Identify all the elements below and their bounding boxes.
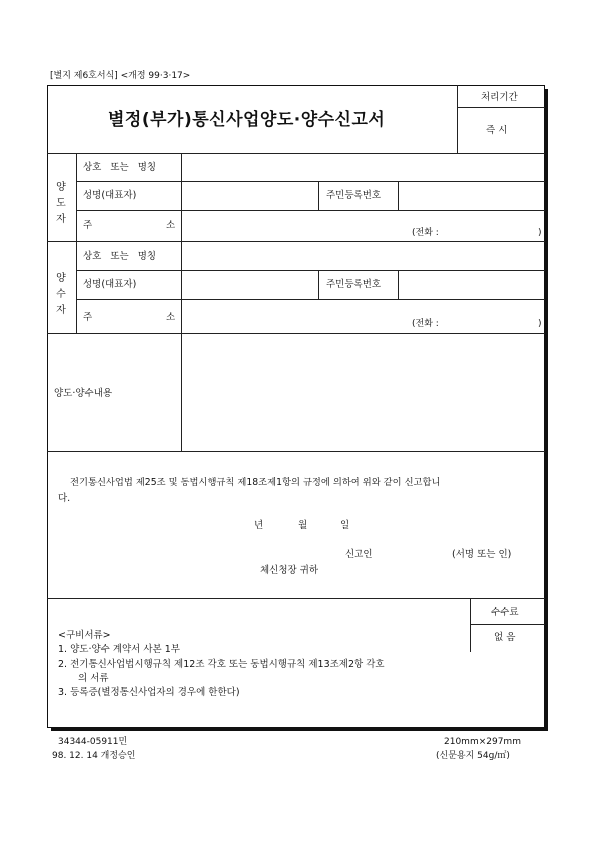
transferee-addr-label-1: 주 xyxy=(83,312,93,323)
id-divider xyxy=(398,181,399,210)
transferor-id-label: 주민등록번호 xyxy=(326,190,382,201)
transferee-addr-label-2: 소 xyxy=(166,312,176,323)
content-label: 양도·양수내용 xyxy=(54,388,113,399)
document-item: 1. 양도·양수 계약서 사본 1부 xyxy=(58,644,180,655)
document-item: 2. 전기통신사업법시행규칙 제12조 각호 또는 동법시행규칙 제13조제2항 각호 xyxy=(58,659,385,670)
transferor-addr-label-2: 소 xyxy=(166,220,176,231)
paper-size: 210mm×297mm xyxy=(444,737,521,747)
fee-divider xyxy=(470,624,545,625)
form-header: [별지 제6호서식] <개정 99·3·17> xyxy=(50,71,191,81)
frame-shadow-right xyxy=(545,89,548,731)
document-item: 의 서류 xyxy=(78,673,109,684)
transferee-phone-open: (전화 : xyxy=(412,319,439,329)
row-line xyxy=(76,299,545,300)
declaration-month: 월 xyxy=(298,520,308,531)
transferor-phone-close: ) xyxy=(538,228,542,238)
frame-shadow-bottom xyxy=(51,728,548,731)
declaration-line2: 다. xyxy=(58,493,71,504)
fee-value: 없 음 xyxy=(494,632,516,643)
document-item: 3. 등록증(별정통신사업자의 경우에 한한다) xyxy=(58,687,240,698)
id-divider xyxy=(398,270,399,299)
fee-box-divider xyxy=(470,598,471,652)
declaration-year: 년 xyxy=(254,520,264,531)
addressee: 체신청장 귀하 xyxy=(260,565,319,576)
row-line xyxy=(47,333,545,334)
id-divider xyxy=(318,270,319,299)
row-line xyxy=(47,241,545,242)
transferor-addr-label-1: 주 xyxy=(83,220,93,231)
label-divider xyxy=(181,153,182,451)
declaration-line1: 전기통신사업법 제25조 및 동법시행규칙 제18조제1항의 규정에 의하여 위와 같이 신고합니 xyxy=(70,477,441,488)
form-title: 별정(부가)통신사업양도·양수신고서 xyxy=(108,110,386,130)
signature-label: (서명 또는 인) xyxy=(452,549,512,560)
fee-label: 수수료 xyxy=(491,607,519,618)
transferor-rep-label: 성명(대표자) xyxy=(83,190,137,201)
transferor-phone-open: (전화 : xyxy=(412,228,439,238)
declaration-day: 일 xyxy=(340,520,350,531)
paper-type: (신문용지 54g/㎡) xyxy=(436,751,510,761)
processing-value: 즉 시 xyxy=(486,125,508,136)
approval-date: 98. 12. 14 개정승인 xyxy=(52,751,136,761)
transferee-name-label: 상호 또는 명칭 xyxy=(83,251,157,262)
transferee-id-label: 주민등록번호 xyxy=(326,279,382,290)
transferee-group-label: 양수자 xyxy=(56,273,66,316)
transferor-name-label: 상호 또는 명칭 xyxy=(83,162,157,173)
row-line xyxy=(76,210,545,211)
reporter-label: 신고인 xyxy=(345,549,373,560)
transferee-rep-label: 성명(대표자) xyxy=(83,279,137,290)
form-number: 34344-05911민 xyxy=(58,737,128,747)
id-divider xyxy=(318,181,319,210)
group-divider xyxy=(76,153,77,333)
row-line xyxy=(47,451,545,452)
transferee-phone-close: ) xyxy=(538,319,542,329)
processing-divider xyxy=(457,107,545,108)
title-divider xyxy=(457,85,458,153)
row-line xyxy=(47,153,545,154)
processing-label: 처리기간 xyxy=(481,92,518,103)
row-line xyxy=(76,270,545,271)
row-line xyxy=(76,181,545,182)
transferor-group-label: 양도자 xyxy=(56,182,66,225)
documents-title: <구비서류> xyxy=(58,630,111,641)
